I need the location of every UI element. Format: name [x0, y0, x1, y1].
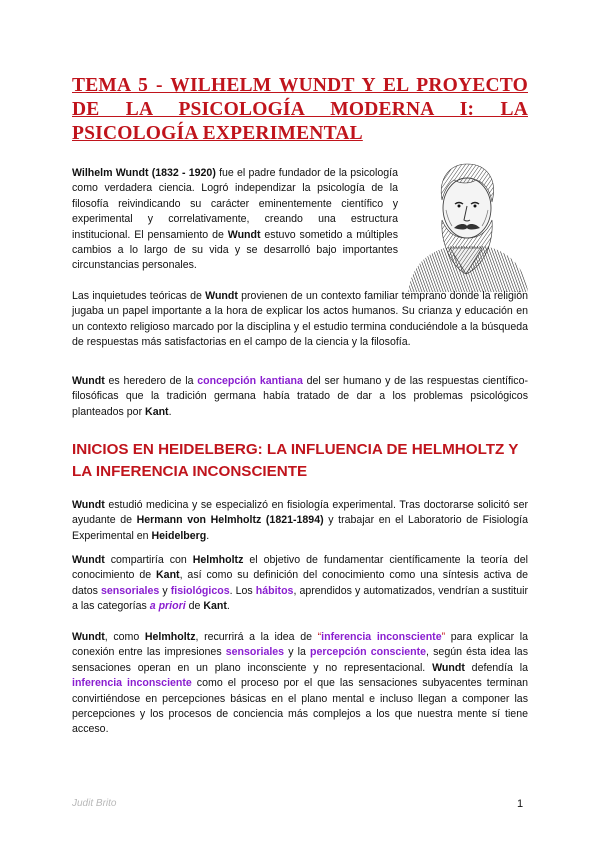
quote-mark: “ [317, 631, 322, 643]
highlight-term: inferencia inconsciente [321, 631, 442, 643]
text: y trabajar en el Laboratorio de Fisiología Experimental en [72, 514, 528, 542]
highlight-term: percepción consciente [310, 646, 427, 659]
kant-ref: Kant [203, 600, 227, 613]
page-number: 1 [517, 798, 524, 810]
wundt-name-dates: Wilhelm Wundt (1832 - 1920) [72, 167, 216, 179]
paragraph-heidelberg [72, 498, 528, 544]
text: . [206, 529, 210, 542]
text: es heredero de la [104, 375, 198, 387]
highlight-term: a priori [149, 600, 186, 613]
wundt-portrait-icon [402, 150, 532, 292]
kant-ref: Kant [156, 569, 180, 582]
paragraph-inferencia [72, 630, 528, 738]
text: fue el padre fundador de la psicología como verdadera ciencia. Logró independizar la psicología de la filosofía reivindicando su carácter eminentemente científico y experimental y correlativamente, creando una estructura institucional. El pensamiento de [72, 167, 398, 241]
text: , así como su definición del conocimiento como una síntesis activa de datos [72, 569, 528, 597]
text: provienen de un contexto familiar temprano donde la religión jugaba un papel importante a la hora de explicar los actos humanos. Su crianza y educación en un contexto religioso marcado por la disciplina y el estudio termina conduciéndole a la búsqueda de respuestas más satisfactorias en el campo de la ciencia y la filosofía. [72, 290, 529, 349]
quote-mark: ” [441, 631, 446, 643]
wundt-ref: Wundt [432, 661, 465, 674]
text: como el proceso por el que las sensaciones subyacentes terminan convirtiéndose en percepciones básicas en el plano mental e incluso llegan a componer las percepciones y los procesos de conciencia más complejos a los que nuestra mente sí tiene acceso. [72, 677, 529, 736]
highlight-term: sensoriales [100, 584, 160, 597]
wundt-ref: Wundt [205, 290, 238, 302]
text: el objetivo de fundamentar científicamente la teoría del conocimiento de [72, 554, 528, 582]
section-heading: INICIOS EN HEIDELBERG: LA INFLUENCIA DE HELMHOLTZ Y LA INFERENCIA INCONSCIENTE [72, 441, 519, 480]
wundt-ref: Wundt [72, 375, 105, 387]
text: de [185, 600, 204, 613]
text: defendía la [464, 661, 528, 674]
paragraph-helmholtz [72, 553, 528, 615]
text: , como [104, 631, 145, 643]
wundt-ref: Wundt [227, 228, 261, 241]
text: para explicar la conexión entre las impresiones [72, 631, 528, 659]
paragraph-intro [72, 166, 398, 274]
text: . [226, 600, 230, 613]
text: del ser humano y de las respuestas científico-filosóficas que la tradición germana había tratado de dar a los problemas psicológicos planteados por [72, 375, 528, 418]
highlight-term: sensoriales [225, 646, 285, 659]
heidelberg-ref: Heidelberg [151, 529, 207, 542]
text: . [168, 405, 172, 418]
text: , recurrirá a la idea de [195, 631, 318, 643]
footer-author: Judit Brito [72, 798, 117, 809]
highlight-term: inferencia inconsciente [72, 677, 192, 690]
wundt-ref: Wundt [72, 631, 105, 643]
wundt-ref: Wundt [72, 554, 105, 566]
highlight-term: fisiológicos [170, 584, 230, 597]
text: y la [284, 646, 311, 659]
wundt-ref: Wundt [72, 499, 105, 511]
text: compartiría con [104, 554, 193, 566]
text: estuvo sometido a múltiples cambios a lo largo de su vida y se desarrolló bajo importantes circunstancias personales. [72, 228, 398, 272]
page-title: TEMA 5 - WILHELM WUNDT Y EL PROYECTO DE LA PSICOLOGÍA MODERNA I: LA PSICOLOGÍA EXPERIMENTAL [72, 75, 528, 144]
text: , aprendidos y automatizados, vendrían a sustituir a las categorías [72, 584, 528, 613]
text: . Los [229, 584, 256, 597]
paragraph-context [72, 289, 528, 351]
highlight-term: concepción kantiana [197, 375, 303, 387]
text: estudió medicina y se especializó en fisiología experimental. Tras doctorarse solicitó ser ayudante de [72, 499, 528, 527]
helmholtz-ref: Helmholtz [192, 554, 244, 566]
text: , según ésta idea las sensaciones operan en un plano inconsciente y no representacional. [72, 646, 528, 674]
kant-ref: Kant [145, 405, 169, 418]
text: Las inquietudes teóricas de [72, 290, 206, 302]
paragraph-kant [72, 374, 528, 420]
helmholtz-ref: Hermann von Helmholtz (1821-1894) [136, 514, 324, 527]
highlight-term: hábitos [255, 584, 294, 597]
helmholtz-ref: Helmholtz [144, 631, 196, 643]
text: y [159, 584, 171, 597]
